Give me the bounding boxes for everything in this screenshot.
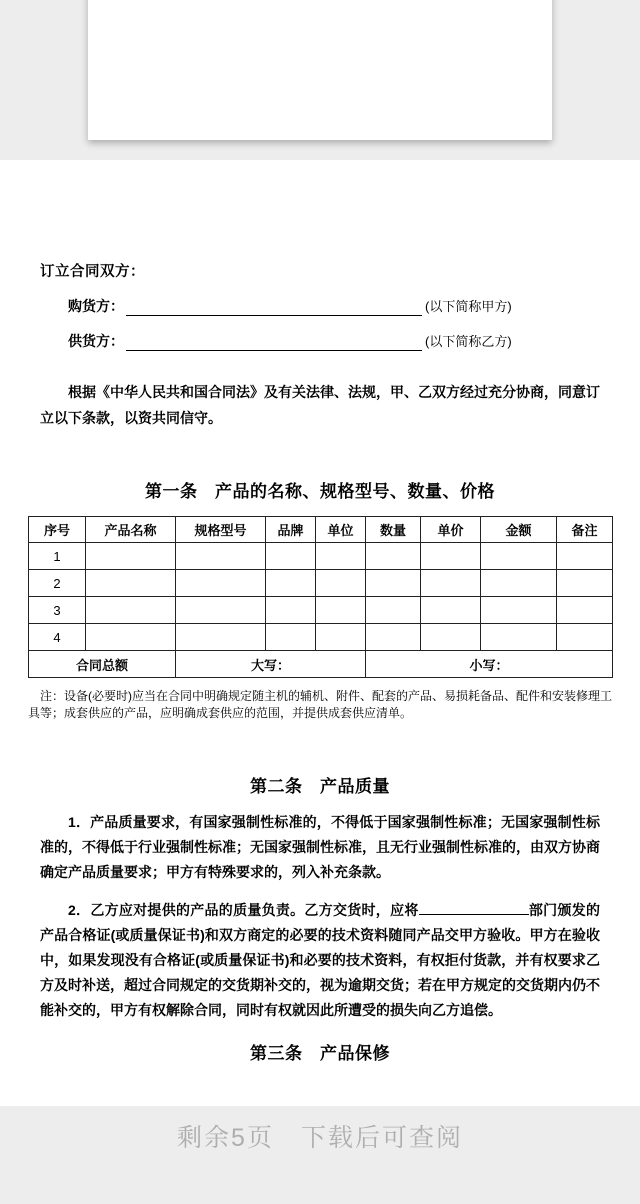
- table-empty-cell: [481, 570, 557, 597]
- table-header-cell: 品牌: [266, 517, 316, 543]
- department-name-blank: [419, 901, 529, 915]
- table-empty-cell: [481, 543, 557, 570]
- seller-row: [68, 329, 600, 351]
- previous-page-fragment: [88, 0, 552, 140]
- amount-in-words-cell: 大写：: [176, 651, 366, 678]
- table-empty-cell: [86, 624, 176, 651]
- table-header-cell: 规格型号: [176, 517, 266, 543]
- table-empty-cell: [366, 543, 421, 570]
- table-empty-cell: [557, 624, 613, 651]
- quality-clause-2: [40, 898, 600, 1023]
- table-empty-cell: [481, 597, 557, 624]
- buyer-row: [68, 294, 600, 316]
- buyer-label: 购货方：: [68, 298, 124, 314]
- table-empty-cell: [316, 570, 366, 597]
- table-row: [29, 570, 613, 597]
- table-empty-cell: [421, 624, 481, 651]
- table-row: [29, 624, 613, 651]
- table-empty-cell: [176, 624, 266, 651]
- table-empty-cell: [421, 543, 481, 570]
- seller-name-blank: [126, 333, 422, 351]
- table-empty-cell: [176, 570, 266, 597]
- contract-page: [0, 160, 640, 1106]
- table-empty-cell: [176, 597, 266, 624]
- products-table: [28, 516, 613, 678]
- section2-title: 第二条 产品质量: [250, 777, 390, 796]
- table-empty-cell: [366, 624, 421, 651]
- table-empty-cell: [366, 597, 421, 624]
- remaining-pages-note: 剩余5页 下载后可查阅: [177, 1124, 463, 1152]
- section3-title: 第三条 产品保修: [250, 1044, 390, 1063]
- section1-title: 第一条 产品的名称、规格型号、数量、价格: [145, 482, 495, 501]
- seller-alias-note: (以下简称乙方): [425, 334, 512, 349]
- table-row: [29, 597, 613, 624]
- table-empty-cell: [481, 624, 557, 651]
- table-header-cell: 单价: [421, 517, 481, 543]
- table-empty-cell: [266, 624, 316, 651]
- table-empty-cell: [86, 597, 176, 624]
- table-empty-cell: [316, 597, 366, 624]
- table-empty-cell: [266, 543, 316, 570]
- buyer-alias-note: (以下简称甲方): [425, 299, 512, 314]
- quality-clause-2-text-before: 2．乙方应对提供的产品的质量负责。乙方交货时，应将: [68, 902, 419, 918]
- amount-in-figures-cell: 小写：: [366, 651, 613, 678]
- table-empty-cell: [266, 570, 316, 597]
- parties-heading: 订立合同双方：: [40, 264, 145, 280]
- table-empty-cell: [557, 597, 613, 624]
- table-empty-cell: [86, 570, 176, 597]
- table-header-row: [29, 517, 613, 543]
- table-header-cell: 备注: [557, 517, 613, 543]
- table-empty-cell: [176, 543, 266, 570]
- buyer-name-blank: [126, 298, 422, 316]
- table-header-cell: 单位: [316, 517, 366, 543]
- table-header-cell: 数量: [366, 517, 421, 543]
- table-empty-cell: [316, 543, 366, 570]
- contract-total-label: 合同总额: [29, 651, 176, 678]
- row-number-cell: 4: [29, 624, 86, 651]
- table-footnote: 注：设备(必要时)应当在合同中明确规定随主机的辅机、附件、配套的产品、易损耗备品、配件和安装修理工具等；成套供应的产品，应明确成套供应的范围，并提供成套供应清单。: [28, 689, 612, 720]
- table-empty-cell: [316, 624, 366, 651]
- table-header-cell: 产品名称: [86, 517, 176, 543]
- table-empty-cell: [557, 543, 613, 570]
- table-row: [29, 543, 613, 570]
- seller-label: 供货方：: [68, 333, 124, 349]
- table-empty-cell: [266, 597, 316, 624]
- table-empty-cell: [86, 543, 176, 570]
- table-total-row: [29, 651, 613, 678]
- table-empty-cell: [421, 597, 481, 624]
- table-header-cell: 序号: [29, 517, 86, 543]
- table-header-cell: 金额: [481, 517, 557, 543]
- table-empty-cell: [366, 570, 421, 597]
- contract-preamble: 根据《中华人民共和国合同法》及有关法律、法规，甲、乙双方经过充分协商，同意订立以下条款，以资共同信守。: [40, 384, 600, 426]
- row-number-cell: 2: [29, 570, 86, 597]
- table-empty-cell: [557, 570, 613, 597]
- table-empty-cell: [421, 570, 481, 597]
- row-number-cell: 3: [29, 597, 86, 624]
- quality-clause-2-text-after: 部门颁发的产品合格证(或质量保证书)和双方商定的必要的技术资料随同产品交甲方验收。甲方在验收中，如果发现没有合格证(或质量保证书)和必要的技术资料，有权拒付货款，并有权要求乙方及时补送，超过合同规定的交货期补交的，视为逾期交货；若在甲方规定的交货期内仍不能补交的，甲方有权解除合同，同时有权就因此所遭受的损失向乙方追偿。: [40, 902, 600, 1018]
- row-number-cell: 1: [29, 543, 86, 570]
- quality-clause-1: 1．产品质量要求，有国家强制性标准的，不得低于国家强制性标准；无国家强制性标准的，不得低于行业强制性标准；无国家强制性标准，且无行业强制性标准的，由双方协商确定产品质量要求；甲方有特殊要求的，列入补充条款。: [40, 814, 600, 880]
